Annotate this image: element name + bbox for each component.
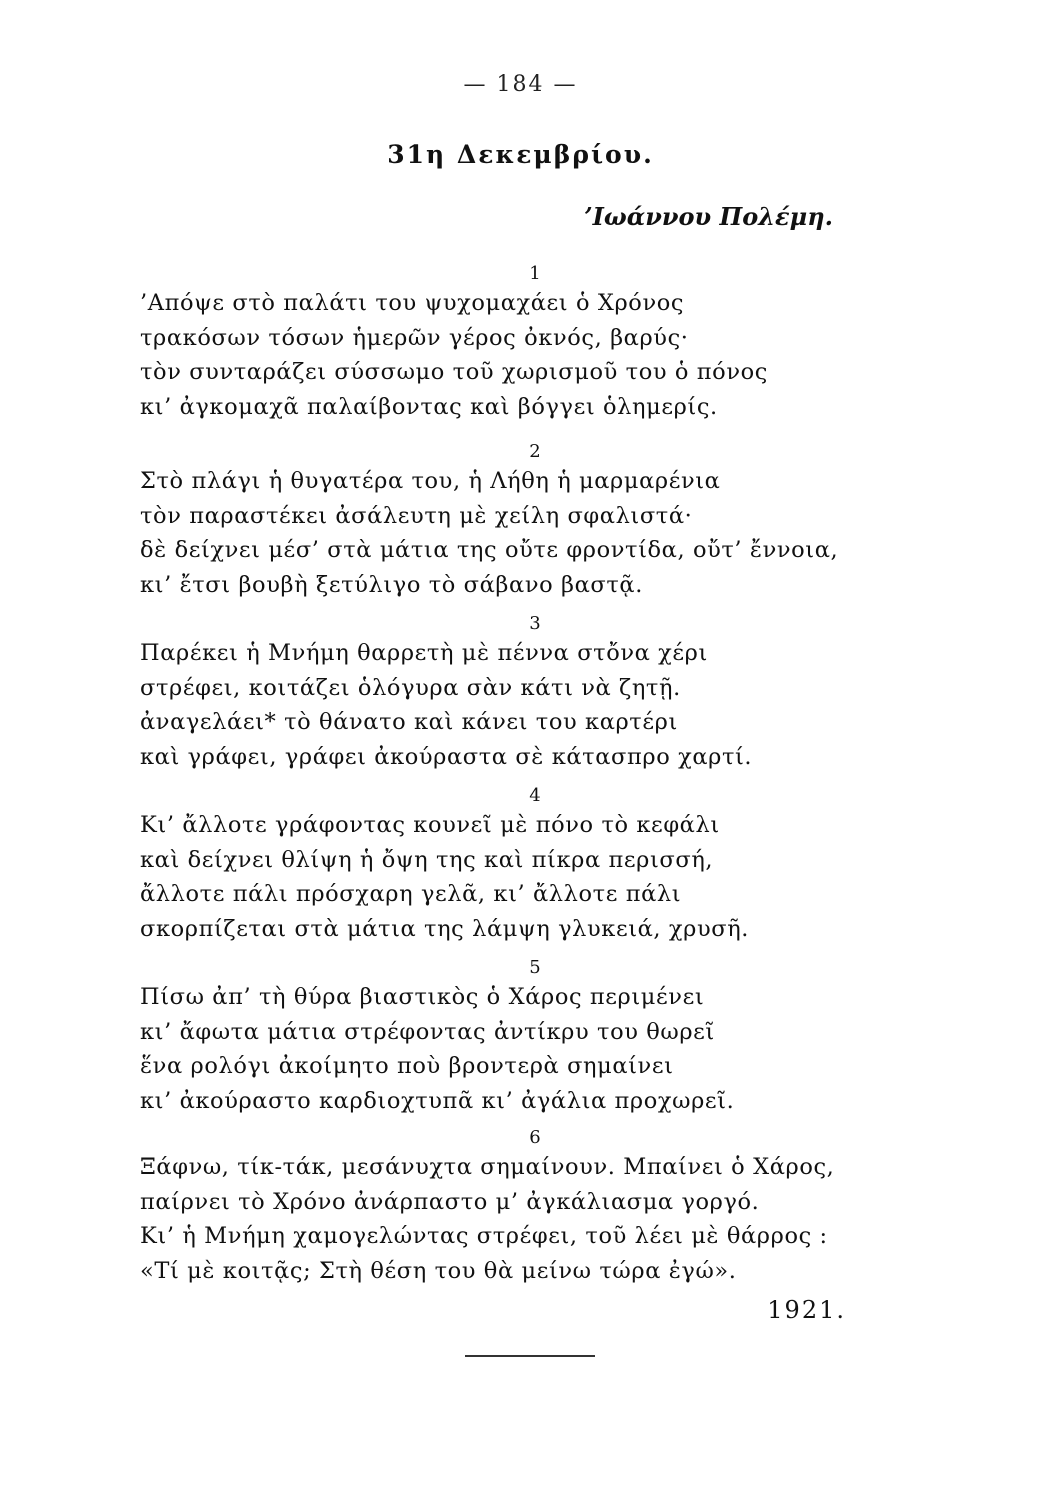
verse-line: Παρέκει ἡ Μνήμη θαρρετὴ μὲ πέννα στὄνα χέρι xyxy=(140,640,708,666)
verse-line: τρακόσων τόσων ἡμερῶν γέρος ὀκνός, βαρύς· xyxy=(140,324,689,351)
stanza-number: 2 xyxy=(529,441,541,462)
verse-line: κι’ ἀκούραστο καρδιοχτυπᾶ κι’ ἀγάλια προχωρεῖ. xyxy=(140,1087,735,1114)
verse-line: τὸν συνταράζει σύσσωμο τοῦ χωρισμοῦ του ὁ πόνος xyxy=(140,359,768,385)
stanza-number: 4 xyxy=(529,785,541,806)
verse-line: καὶ δείχνει θλίψη ἡ ὄψη της καὶ πίκρα περισσή, xyxy=(140,846,714,873)
verse-line: κι’ ἔτσι βουβὴ ξετύλιγο τὸ σάβανο βαστᾷ. xyxy=(140,571,643,598)
stanza-number: 1 xyxy=(529,263,541,284)
stanza xyxy=(140,956,900,1118)
verse-line: στρέφει, κοιτάζει ὁλόγυρα σὰν κάτι νὰ ζητῇ. xyxy=(140,674,681,701)
poem-title: 31η Δεκεμβρίου. xyxy=(387,140,654,169)
stanza xyxy=(140,440,900,602)
verse-line: κι’ ἄφωτα μάτια στρέφοντας ἀντίκρυ του θωρεῖ xyxy=(140,1018,715,1045)
verse-line: ἕνα ρολόγι ἀκοίμητο ποὺ βροντερὰ σημαίνει xyxy=(140,1053,674,1079)
end-divider xyxy=(465,1355,595,1357)
verse-line: καὶ γράφει, γράφει ἀκούραστα σὲ κάτασπρο χαρτί. xyxy=(140,743,753,770)
stanza xyxy=(140,262,900,424)
verse-line: Κι’ ἄλλοτε γράφοντας κουνεῖ μὲ πόνο τὸ κεφάλι xyxy=(140,812,720,838)
poem-year: 1921. xyxy=(767,1296,846,1324)
verse-line: ἀναγελάει* τὸ θάνατο καὶ κάνει του καρτέρι xyxy=(140,709,678,735)
verse-line: Ξάφνω, τίκ-τάκ, μεσάνυχτα σημαίνουν. Μπαίνει ὁ Χάρος, xyxy=(140,1154,835,1180)
verse-line: «Τί μὲ κοιτᾷς; Στὴ θέση του θὰ μείνω τώρα ἐγώ». xyxy=(140,1257,737,1284)
stanza-number: 5 xyxy=(529,957,541,978)
verse-line: δὲ δείχνει μέσ’ στὰ μάτια της οὔτε φροντίδα, οὔτ’ ἔννοια, xyxy=(140,537,839,563)
verse-line: ’Απόψε στὸ παλάτι του ψυχομαχάει ὁ Χρόνος xyxy=(140,290,685,316)
page-number: — 184 — xyxy=(463,72,578,97)
verse-line: Πίσω ἀπ’ τὴ θύρα βιαστικὸς ὁ Χάρος περιμένει xyxy=(140,984,705,1010)
verse-line: Κι’ ἡ Μνήμη χαμογελώντας στρέφει, τοῦ λέει μὲ θάρρος : xyxy=(140,1223,828,1249)
verse-line: κι’ ἀγκομαχᾶ παλαίβοντας καὶ βόγγει ὁλημερίς. xyxy=(140,393,718,420)
stanza-number: 6 xyxy=(529,1127,541,1148)
stanza xyxy=(140,1126,900,1288)
verse-line: σκορπίζεται στὰ μάτια της λάμψη γλυκειά, χρυσῆ. xyxy=(140,915,750,942)
verse-line: Στὸ πλάγι ἡ θυγατέρα του, ἡ Λήθη ἡ μαρμαρένια xyxy=(140,468,721,494)
stanza xyxy=(140,612,900,774)
verse-line: τὸν παραστέκει ἀσάλευτη μὲ χείλη σφαλιστά· xyxy=(140,502,693,529)
stanza xyxy=(140,784,900,946)
verse-line: παίρνει τὸ Χρόνο ἀνάρπαστο μ’ ἀγκάλιασμα γοργό. xyxy=(140,1188,760,1215)
poem-author: ’Ιωάννου Πολέμη. xyxy=(584,202,833,231)
stanza-number: 3 xyxy=(529,613,541,634)
verse-line: ἄλλοτε πάλι πρόσχαρη γελᾶ, κι’ ἄλλοτε πάλι xyxy=(140,881,682,907)
